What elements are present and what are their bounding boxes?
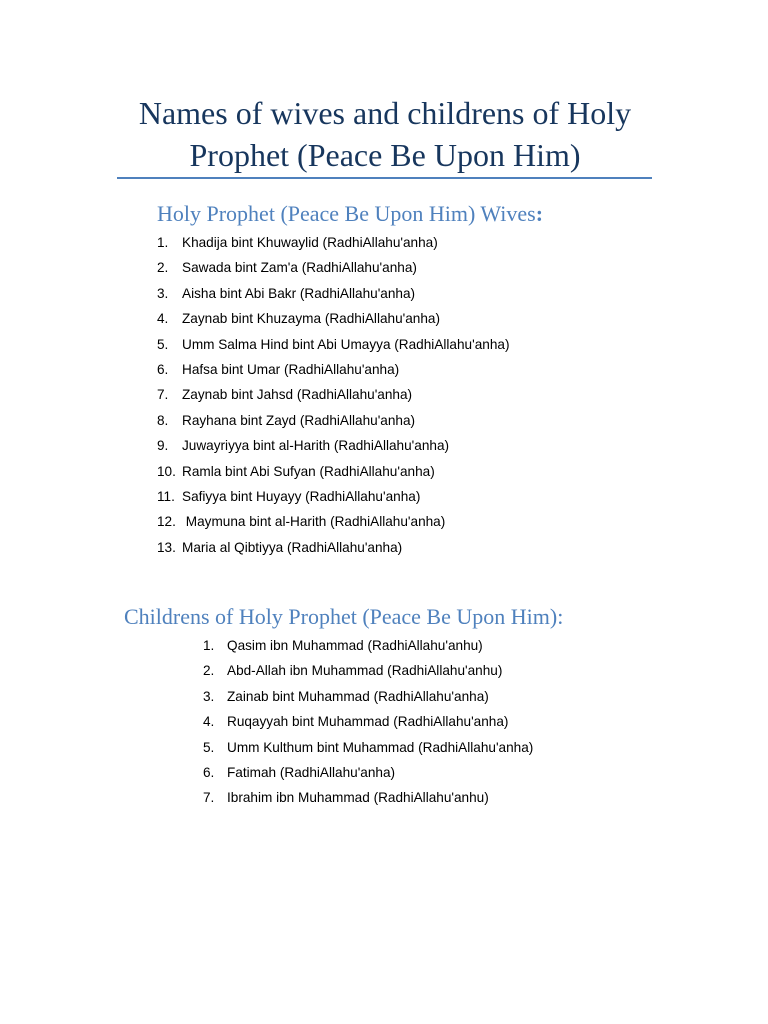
list-item-text: Ramla bint Abi Sufyan (RadhiAllahu'anha)	[182, 463, 435, 479]
list-item	[203, 738, 533, 763]
list-item-text: Khadija bint Khuwaylid (RadhiAllahu'anha)	[182, 235, 438, 250]
list-item-text: Safiyya bint Huyayy (RadhiAllahu'anha)	[182, 488, 421, 504]
list-item-number: 12.	[157, 514, 176, 530]
document-title-line-2: Prophet (Peace Be Upon Him)	[189, 137, 581, 173]
list-item-number: 8.	[157, 412, 169, 428]
list-item	[203, 687, 533, 712]
list-item-text: Maymuna bint al-Harith (RadhiAllahu'anha)	[182, 514, 446, 530]
list-item-text: Sawada bint Zam'a (RadhiAllahu'anha)	[182, 260, 417, 276]
list-item-text: Rayhana bint Zayd (RadhiAllahu'anha)	[182, 412, 416, 428]
list-item-number: 3.	[157, 285, 169, 301]
list-item-number: 11.	[157, 488, 175, 504]
list-item-text: Fatimah (RadhiAllahu'anha)	[227, 764, 396, 780]
list-item	[157, 258, 509, 283]
list-item-number: 1.	[157, 235, 169, 250]
list-item-text: Maria al Qibtiyya (RadhiAllahu'anha)	[182, 539, 403, 555]
list-item-number: 6.	[157, 361, 169, 377]
list-item-text: Umm Salma Hind bint Abi Umayya (RadhiAllahu'anha)	[182, 336, 510, 352]
list-item	[157, 360, 509, 385]
list-item-number: 3.	[203, 688, 215, 704]
document-title-line-1: Names of wives and childrens of Holy	[138, 95, 632, 131]
list-item-number: 2.	[203, 663, 215, 679]
list-item-text: Qasim ibn Muhammad (RadhiAllahu'anhu)	[227, 638, 483, 653]
list-item-number: 4.	[203, 714, 215, 730]
wives-list	[157, 233, 509, 563]
list-item-number: 6.	[203, 764, 215, 780]
list-item-text: Aisha bint Abi Bakr (RadhiAllahu'anha)	[182, 285, 416, 301]
list-item-number: 7.	[157, 387, 169, 403]
list-item	[157, 335, 509, 360]
list-item	[157, 538, 509, 563]
list-item	[157, 487, 509, 512]
list-item-number: 13.	[157, 539, 176, 555]
list-item-text: Zaynab bint Khuzayma (RadhiAllahu'anha)	[182, 311, 441, 327]
list-item-text: Zaynab bint Jahsd (RadhiAllahu'anha)	[182, 387, 413, 403]
children-section-heading: Childrens of Holy Prophet (Peace Be Upon Him):	[124, 604, 564, 629]
list-item-text: Hafsa bint Umar (RadhiAllahu'anha)	[182, 361, 400, 377]
list-item	[203, 763, 533, 788]
list-item	[157, 385, 509, 410]
list-item-text: Abd-Allah ibn Muhammad (RadhiAllahu'anhu)	[227, 663, 503, 679]
list-item-text: Umm Kulthum bint Muhammad (RadhiAllahu'anha)	[227, 739, 534, 755]
list-item-text: Ruqayyah bint Muhammad (RadhiAllahu'anha)	[227, 714, 509, 730]
list-item-number: 1.	[203, 638, 215, 653]
list-item	[157, 284, 509, 309]
list-item	[203, 712, 533, 737]
list-item-number: 4.	[157, 311, 169, 327]
list-item-number: 2.	[157, 260, 169, 276]
list-item-text: Ibrahim ibn Muhammad (RadhiAllahu'anhu)	[227, 790, 489, 806]
children-list	[203, 636, 533, 814]
list-item-text: Zainab bint Muhammad (RadhiAllahu'anha)	[227, 688, 489, 704]
list-item-number: 5.	[203, 739, 215, 755]
title-underline-rule	[117, 177, 652, 179]
document-title	[90, 92, 680, 176]
list-item	[157, 512, 509, 537]
list-item-number: 5.	[157, 336, 169, 352]
wives-heading-text: Holy Prophet (Peace Be Upon Him) Wives	[157, 201, 536, 226]
list-item-number: 7.	[203, 790, 215, 806]
wives-section-heading	[157, 200, 543, 228]
list-item-number: 10.	[157, 463, 176, 479]
list-item	[157, 233, 509, 258]
list-item	[203, 661, 533, 686]
wives-heading-colon: :	[535, 201, 544, 226]
list-item	[157, 462, 509, 487]
list-item-number: 9.	[157, 438, 169, 454]
list-item-text: Juwayriyya bint al-Harith (RadhiAllahu'anha)	[182, 438, 450, 454]
list-item	[157, 309, 509, 334]
list-item	[203, 788, 533, 813]
list-item	[157, 411, 509, 436]
list-item	[157, 436, 509, 461]
list-item	[203, 636, 533, 661]
